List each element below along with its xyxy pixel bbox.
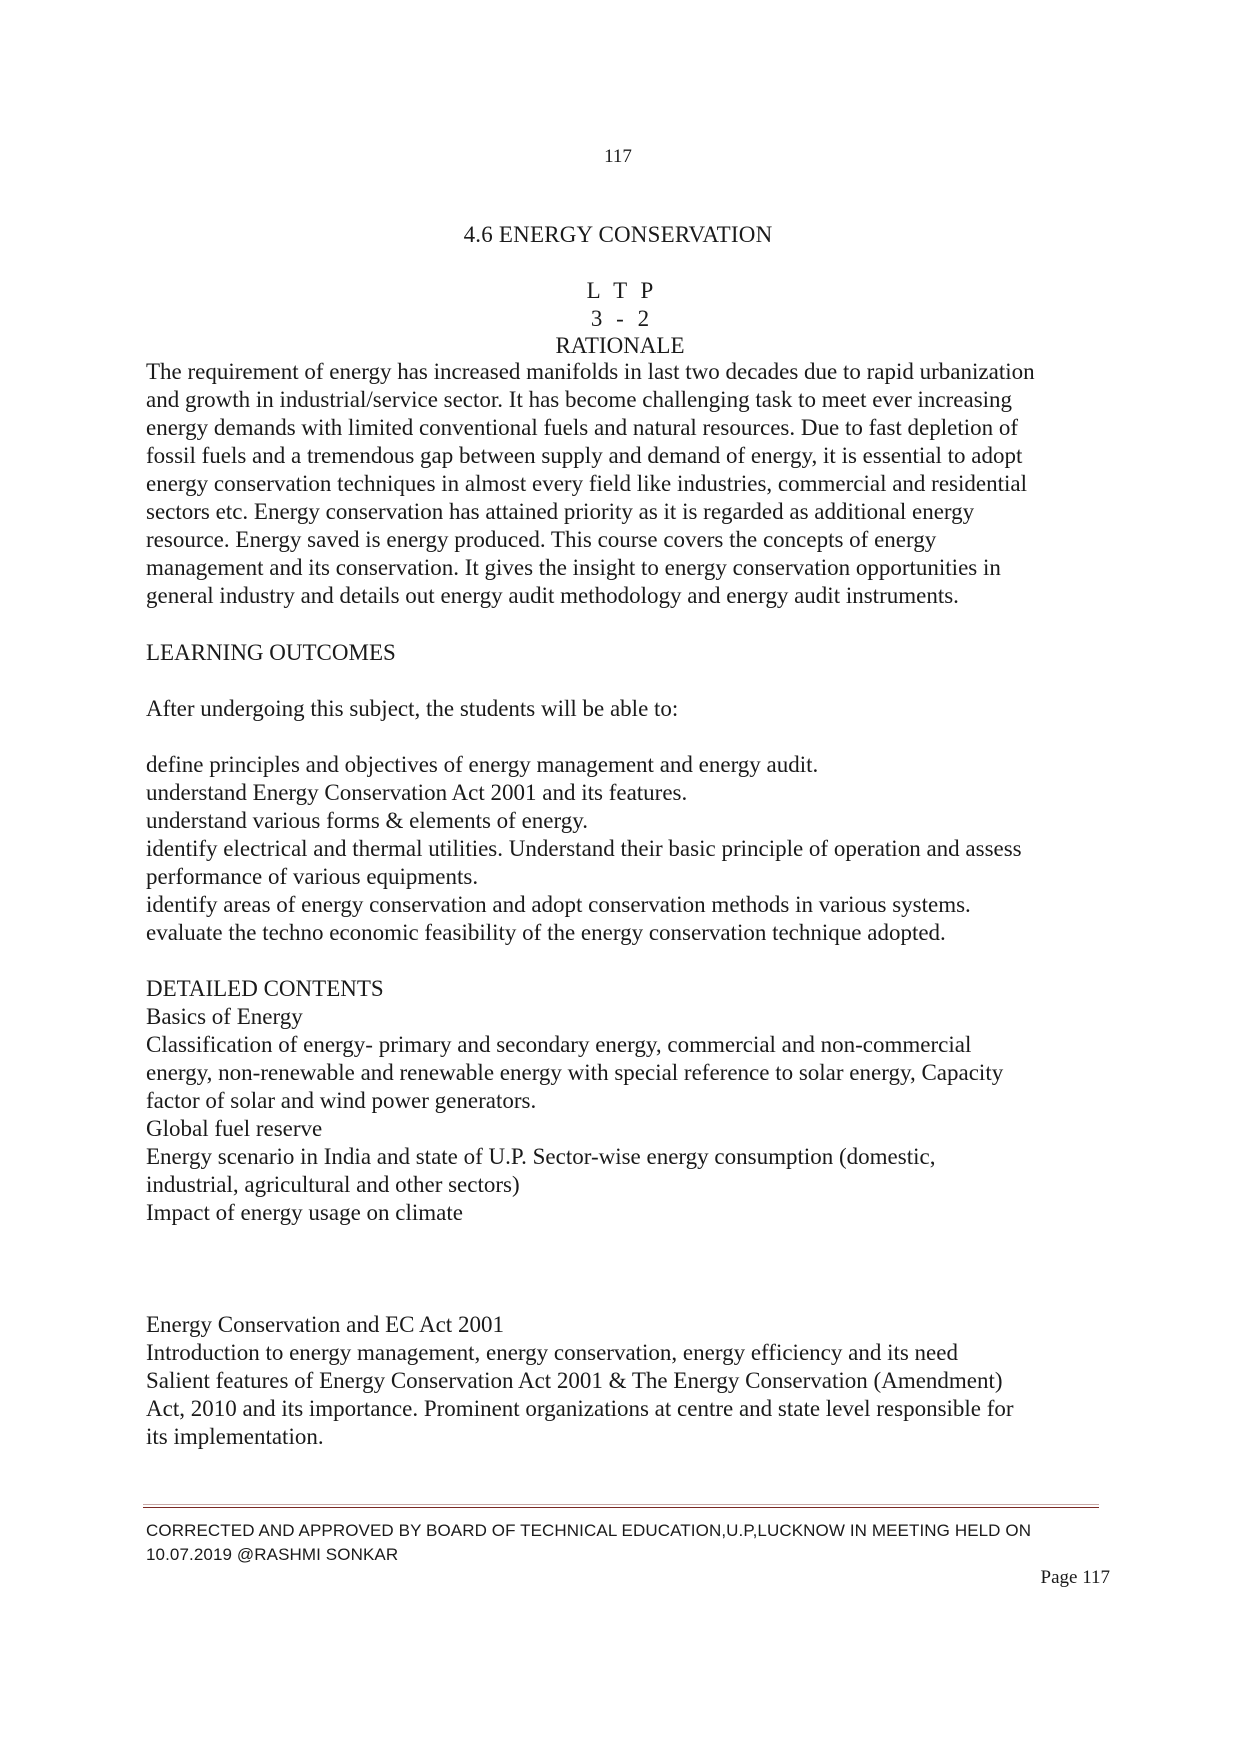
ec-act-section <box>146 1311 1106 1451</box>
outcome-line: define principles and objectives of energy management and energy audit. <box>146 752 819 777</box>
contents-line: energy, non-renewable and renewable energy with special reference to solar energy, Capacity <box>146 1060 1004 1085</box>
page-title <box>0 222 1240 248</box>
rationale-line: and growth in industrial/service sector. It has become challenging task to meet ever increasing <box>146 387 1013 412</box>
page-title-text: 4.6 ENERGY CONSERVATION <box>463 222 773 247</box>
detailed-contents-heading: DETAILED CONTENTS <box>146 976 384 1001</box>
page-number-text: 117 <box>604 146 632 167</box>
ltp-values: 3 - 2 <box>590 306 650 331</box>
contents-line: its implementation. <box>146 1424 324 1449</box>
rationale-line: energy conservation techniques in almost every field like industries, commercial and residential <box>146 471 1027 496</box>
outcome-line: understand Energy Conservation Act 2001 and its features. <box>146 780 688 805</box>
contents-line: Salient features of Energy Conservation Act 2001 & The Energy Conservation (Amendment) <box>146 1368 1003 1393</box>
rationale-line: general industry and details out energy audit methodology and energy audit instruments. <box>146 583 959 608</box>
outcome-line: performance of various equipments. <box>146 864 479 889</box>
rationale-line: fossil fuels and a tremendous gap between supply and demand of energy, it is essential to adopt <box>146 443 1023 468</box>
outcome-line: identify areas of energy conservation and adopt conservation methods in various systems. <box>146 892 971 917</box>
rationale-line: The requirement of energy has increased manifolds in last two decades due to rapid urbanization <box>146 359 1035 384</box>
contents-line: Classification of energy- primary and secondary energy, commercial and non-commercial <box>146 1032 972 1057</box>
rationale-paragraph <box>146 358 1106 610</box>
outcome-line: understand various forms & elements of energy. <box>146 808 588 833</box>
learning-outcomes-intro: After undergoing this subject, the students will be able to: <box>146 696 679 721</box>
rationale-heading: RATIONALE <box>555 333 685 358</box>
outcome-line: identify electrical and thermal utilities. Understand their basic principle of operation and assess <box>146 836 1022 861</box>
contents-line: Energy Conservation and EC Act 2001 <box>146 1312 504 1337</box>
contents-line: Introduction to energy management, energy conservation, energy efficiency and its need <box>146 1340 958 1365</box>
learning-outcomes-heading: LEARNING OUTCOMES <box>146 640 396 665</box>
footer-line: CORRECTED AND APPROVED BY BOARD OF TECHNICAL EDUCATION,U.P,LUCKNOW IN MEETING HELD ON <box>146 1521 1032 1540</box>
page-number-top <box>0 146 1240 168</box>
ltp-labels: L T P <box>586 278 654 303</box>
contents-line: Basics of Energy <box>146 1004 303 1029</box>
contents-line: Global fuel reserve <box>146 1116 323 1141</box>
contents-line: Energy scenario in India and state of U.P. Sector-wise energy consumption (domestic, <box>146 1144 936 1169</box>
detailed-contents-section <box>146 975 1106 1227</box>
rationale-line: energy demands with limited conventional fuels and natural resources. Due to fast depletion of <box>146 415 1019 440</box>
contents-line: factor of solar and wind power generators. <box>146 1088 537 1113</box>
footer-page-number: Page 117 <box>1040 1567 1110 1588</box>
contents-line: industrial, agricultural and other sectors) <box>146 1172 520 1197</box>
contents-line: Impact of energy usage on climate <box>146 1200 463 1225</box>
footer-line: 10.07.2019 @RASHMI SONKAR <box>146 1545 399 1564</box>
footer-divider <box>143 1504 1099 1508</box>
rationale-line: sectors etc. Energy conservation has attained priority as it is regarded as additional energy <box>146 499 975 524</box>
footer-approval-note <box>146 1519 1106 1567</box>
rationale-line: resource. Energy saved is energy produced. This course covers the concepts of energy <box>146 527 937 552</box>
learning-outcomes-section <box>146 639 1106 947</box>
contents-line: Act, 2010 and its importance. Prominent organizations at centre and state level responsible for <box>146 1396 1014 1421</box>
outcome-line: evaluate the techno economic feasibility of the energy conservation technique adopted. <box>146 920 946 945</box>
rationale-line: management and its conservation. It gives the insight to energy conservation opportunities in <box>146 555 1001 580</box>
